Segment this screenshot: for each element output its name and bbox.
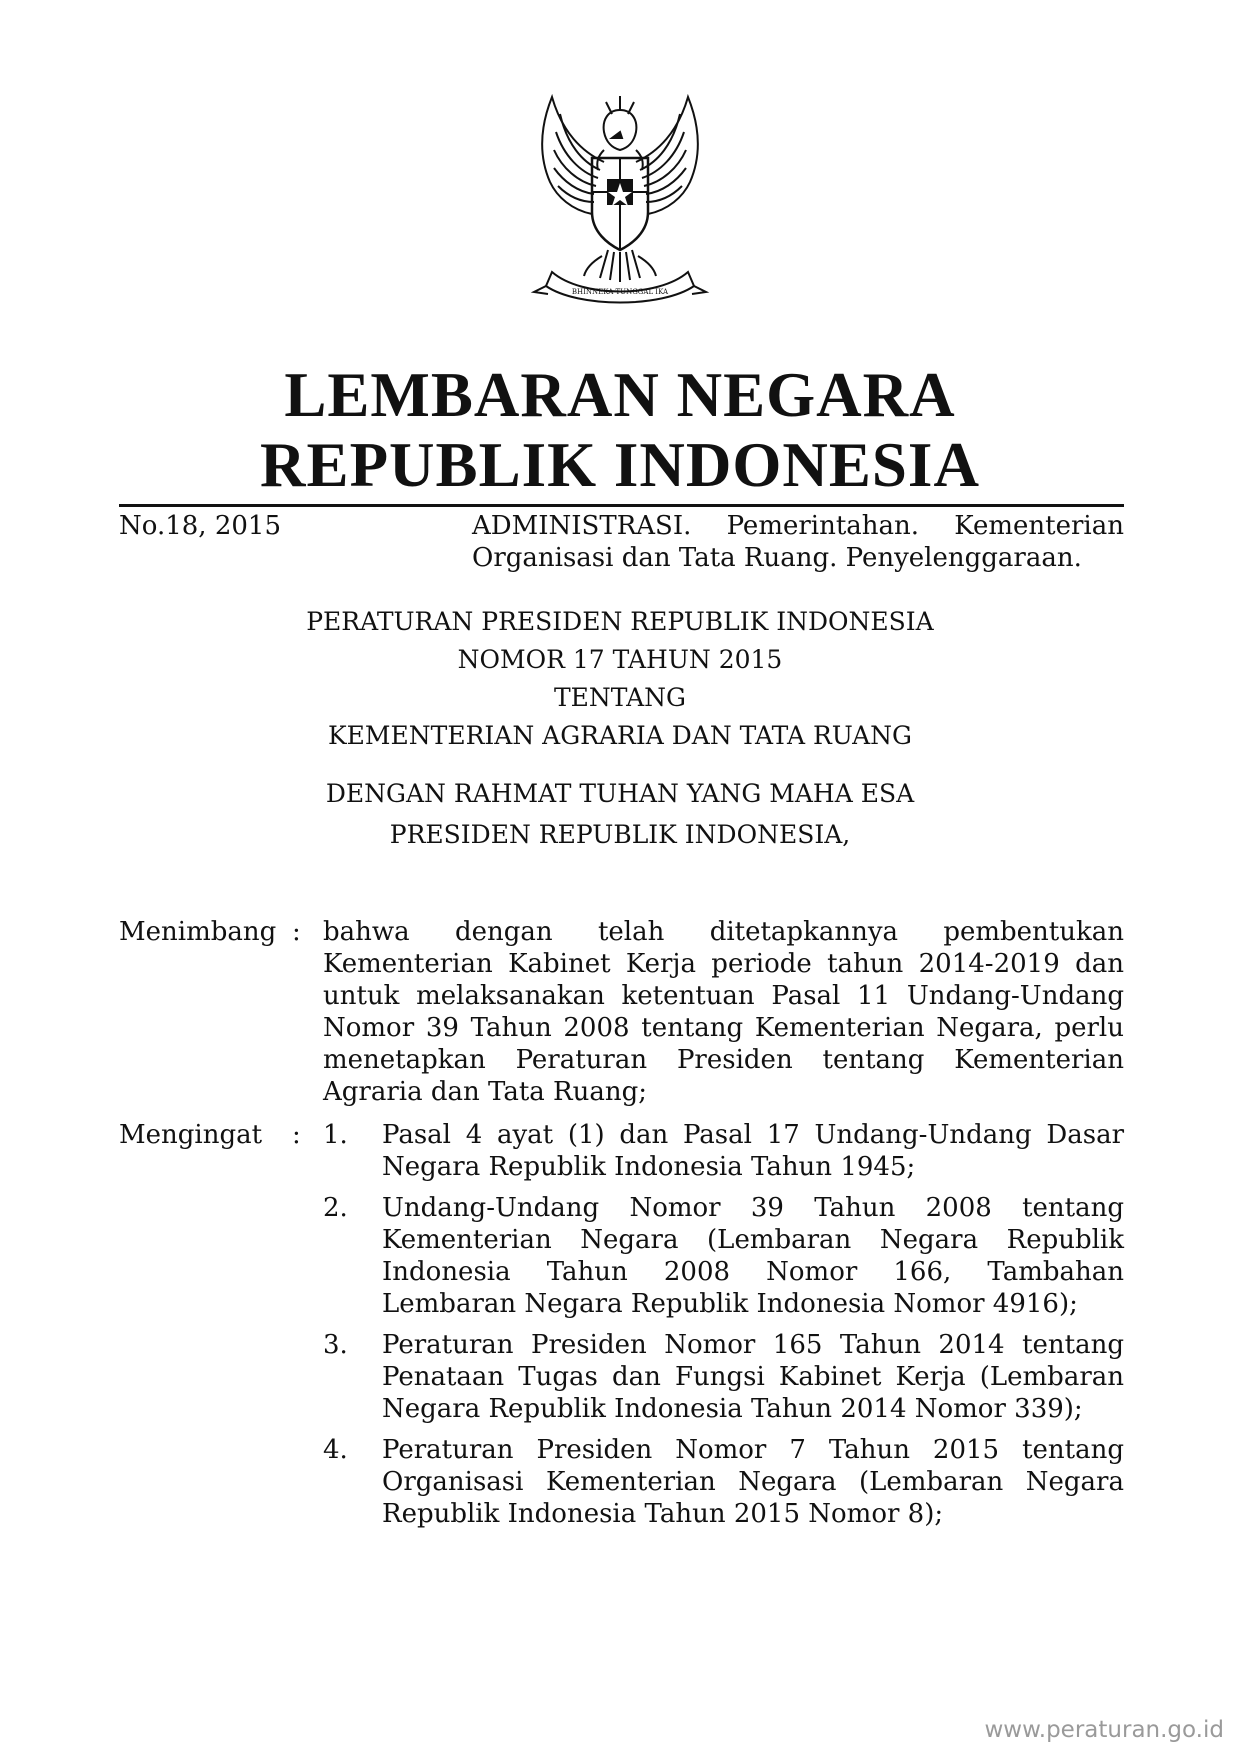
menimbang-line: bahwa dengan telah ditetapkannya pembentukan <box>323 917 1124 947</box>
emblem-motto: BHINNEKA TUNGGAL IKA <box>571 288 669 296</box>
issue-category <box>472 510 1124 574</box>
masthead-line-1: LEMBARAN NEGARA <box>284 360 956 430</box>
menimbang-colon: : <box>292 917 301 947</box>
mengingat-item-1 <box>382 1119 1124 1183</box>
mengingat-item-line: Negara Republik Indonesia Tahun 1945; <box>382 1152 916 1182</box>
menimbang-line: Agraria dan Tata Ruang; <box>323 1077 648 1107</box>
mengingat-item-2 <box>382 1192 1124 1320</box>
mengingat-label: Mengingat <box>119 1120 263 1150</box>
preamble-line-2: PRESIDEN REPUBLIK INDONESIA, <box>389 820 851 849</box>
menimbang-line: Nomor 39 Tahun 2008 tentang Kementerian Negara, perlu <box>323 1013 1124 1043</box>
title-line-3: TENTANG <box>553 683 686 712</box>
issue-category-line-2: Organisasi dan Tata Ruang. Penyelenggaraan. <box>472 543 1082 573</box>
mengingat-item-3 <box>382 1329 1124 1425</box>
title-line-2: NOMOR 17 TAHUN 2015 <box>457 645 783 674</box>
mengingat-item-line: Peraturan Presiden Nomor 7 Tahun 2015 tentang <box>382 1435 1124 1465</box>
menimbang-label: Menimbang <box>119 917 277 947</box>
title-line-1: PERATURAN PRESIDEN REPUBLIK INDONESIA <box>306 607 934 636</box>
title-line-4: KEMENTERIAN AGRARIA DAN TATA RUANG <box>328 721 912 750</box>
mengingat-item-line: Pasal 4 ayat (1) dan Pasal 17 Undang-Undang Dasar <box>382 1120 1124 1150</box>
issue-number: No.18, 2015 <box>119 511 281 541</box>
mengingat-item-line: Negara Republik Indonesia Tahun 2014 Nomor 339); <box>382 1394 1083 1424</box>
mengingat-item-4 <box>382 1434 1124 1530</box>
mengingat-item-line: Organisasi Kementerian Negara (Lembaran Negara <box>382 1467 1124 1497</box>
mengingat-item-number: 2. <box>323 1193 348 1223</box>
mengingat-colon: : <box>292 1120 301 1150</box>
menimbang-line: untuk melaksanakan ketentuan Pasal 11 Undang-Undang <box>323 981 1124 1011</box>
mengingat-item-line: Republik Indonesia Tahun 2015 Nomor 8); <box>382 1499 944 1529</box>
mengingat-item-number: 1. <box>323 1120 348 1150</box>
masthead-divider <box>119 504 1124 507</box>
masthead-line-2: REPUBLIK INDONESIA <box>260 430 980 500</box>
issue-category-line-1: ADMINISTRASI. Pemerintahan. Kementerian <box>472 511 1124 541</box>
garuda-pancasila-emblem <box>512 92 728 308</box>
menimbang-line: menetapkan Peraturan Presiden tentang Kementerian <box>323 1045 1124 1075</box>
menimbang-text <box>323 916 1124 1108</box>
mengingat-item-number: 4. <box>323 1435 348 1465</box>
mengingat-item-line: Lembaran Negara Republik Indonesia Nomor 4916); <box>382 1289 1078 1319</box>
preamble-line-1: DENGAN RAHMAT TUHAN YANG MAHA ESA <box>325 779 915 808</box>
mengingat-item-line: Peraturan Presiden Nomor 165 Tahun 2014 tentang <box>382 1330 1124 1360</box>
mengingat-item-number: 3. <box>323 1330 348 1360</box>
mengingat-item-line: Penataan Tugas dan Fungsi Kabinet Kerja (Lembaran <box>382 1362 1124 1392</box>
mengingat-item-line: Indonesia Tahun 2008 Nomor 166, Tambahan <box>382 1257 1124 1287</box>
menimbang-line: Kementerian Kabinet Kerja periode tahun 2014-2019 dan <box>323 949 1124 979</box>
mengingat-item-line: Undang-Undang Nomor 39 Tahun 2008 tentang <box>382 1193 1124 1223</box>
source-watermark: www.peraturan.go.id <box>984 1717 1224 1743</box>
mengingat-item-line: Kementerian Negara (Lembaran Negara Republik <box>382 1225 1124 1255</box>
